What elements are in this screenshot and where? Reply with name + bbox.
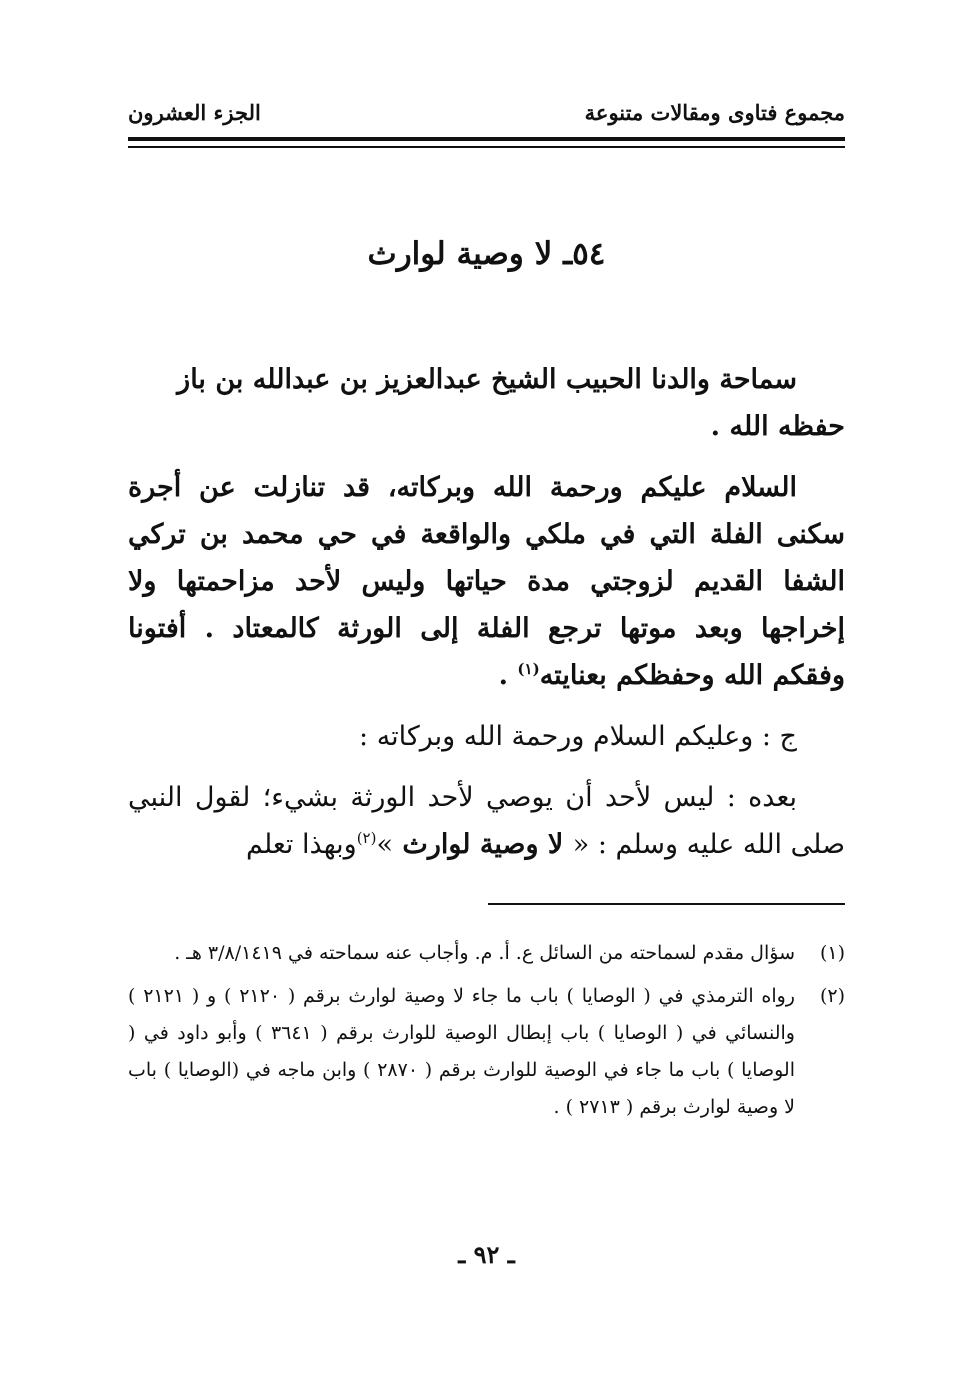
footnote-ref-2[interactable]: (٢) (356, 829, 377, 847)
answer-body (128, 774, 845, 868)
footnote-text: سؤال مقدم لسماحته من السائل ع. أ. م. وأجاب عنه سماحته في ٣/٨/١٤١٩ هـ . (174, 942, 795, 964)
main-text (128, 356, 845, 868)
question-addressee (128, 356, 845, 450)
footnote-separator (488, 903, 845, 905)
question-text: السلام عليكم ورحمة الله وبركاته، قد تنازلت عن أجرة سكنى الفلة التي في ملكي والواقعة في حي محمد بن تركي الشفا القديم لزوجتي مدة حياتها وليس لأحد مزاحمتها ولا إخراجها وبعد موتها ترجع الفلة إلى الورثة كالمعتاد . أفتونا وفقكم الله وحفظكم بعنايته (128, 472, 845, 691)
addressee-line-1: سماحة والدنا الحبيب الشيخ عبدالعزيز بن عبدالله بن باز (177, 364, 797, 395)
footnote-number: (١) (819, 942, 845, 964)
answer-text-after: وبهذا تعلم (245, 829, 357, 860)
hadith-quote: لا وصية لوارث (393, 829, 573, 860)
running-header (128, 92, 845, 132)
answer-text-before: بعده : ليس لأحد أن يوصي لأحد الورثة بشيء؛ لقول النبي صلى الله عليه وسلم : « (128, 782, 845, 860)
addressee-line-2: حفظه الله . (710, 411, 845, 442)
volume-label: الجزء العشرون (128, 99, 261, 125)
header-rule-thick (128, 137, 845, 141)
footnote-number: (٢) (819, 985, 845, 1007)
chapter-title: ٥٤ـ لا وصية لوارث (367, 236, 606, 272)
question-body (128, 464, 845, 699)
footnotes (128, 935, 845, 1132)
footnote-text: رواه الترمذي في ( الوصايا ) باب ما جاء لا وصية لوارث برقم ( ٢١٢٠ ) و ( ٢١٢١ ) والنسائي في ( الوصايا ) باب إبطال الوصية للوارث برقم ( ٣٦٤١ ) وأبو داود في ( الوصايا ) باب ما جاء في الوصية للوارث برقم ( ٢٨٧٠ ) وابن ماجه في (الوصايا ) باب لا وصية لوارث برقم ( ٢٧١٣ ) . (128, 985, 795, 1118)
footnote-2 (128, 978, 845, 1126)
header-rule-thin (128, 146, 845, 148)
book-title: مجموع فتاوى ومقالات متنوعة (584, 99, 845, 125)
footnote-ref-1[interactable]: (١) (517, 660, 540, 678)
question-end: . (498, 660, 518, 691)
answer-greeting: ج : وعليكم السلام ورحمة الله وبركاته : (359, 721, 797, 752)
quote-close: » (376, 829, 393, 860)
footnote-1 (128, 935, 845, 972)
page-number: ـ ٩٢ ـ (458, 1240, 515, 1269)
